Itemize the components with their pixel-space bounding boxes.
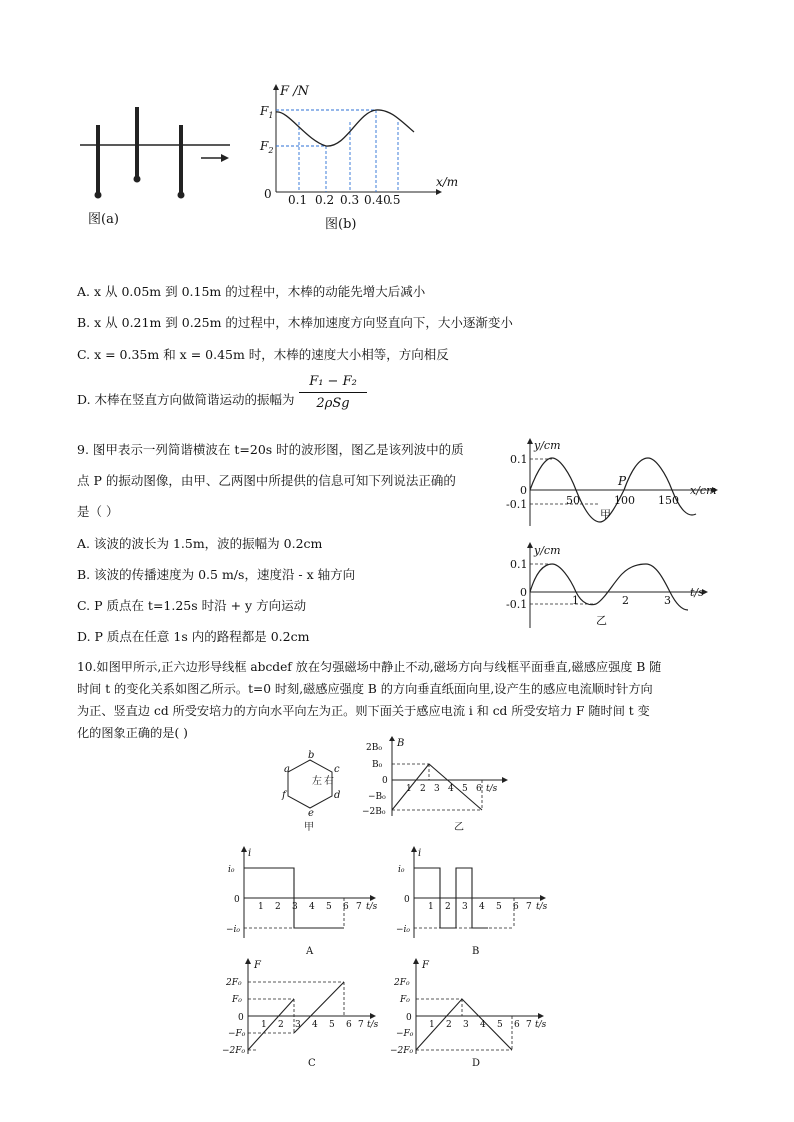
opt-a-xtick: 2 bbox=[275, 902, 281, 912]
opt-d-xtick: 4 bbox=[480, 1020, 486, 1030]
opt-c-label: C bbox=[308, 1058, 316, 1069]
q8-option-a: A. x 从 0.05m 到 0.15m 的过程中，木棒的动能先增大后减小 bbox=[77, 284, 426, 299]
opt-d-label: D bbox=[472, 1058, 481, 1069]
q8-d-fraction-bar bbox=[299, 392, 367, 393]
opt-b-xtick: 2 bbox=[445, 902, 451, 912]
opt-d-xtick: 5 bbox=[497, 1020, 503, 1030]
opt-b-ytick: i₀ bbox=[398, 865, 405, 875]
q10-yi-ytick: B₀ bbox=[372, 760, 383, 770]
opt-c-xtick: 2 bbox=[278, 1020, 284, 1030]
opt-b-xtick: 6 bbox=[513, 902, 519, 912]
figure-b-tick: 0.3 bbox=[340, 193, 360, 207]
opt-a-ytick: i₀ bbox=[228, 865, 235, 875]
hex-left: 左 bbox=[312, 776, 322, 787]
opt-a-xtick: 3 bbox=[292, 902, 298, 912]
opt-c-ytick: −2F₀ bbox=[222, 1046, 246, 1056]
q9-yi-y-neg: -0.1 bbox=[506, 598, 528, 611]
opt-a-xtick: 4 bbox=[309, 902, 315, 912]
q10-yi-xtick: 4 bbox=[448, 784, 454, 794]
opt-a-xtick: 7 bbox=[356, 902, 362, 912]
opt-a-y-label: i bbox=[248, 848, 252, 859]
hex-right: 右 bbox=[324, 776, 334, 787]
q10-figure-yi bbox=[362, 736, 512, 836]
q10-hexagon-figure bbox=[276, 748, 356, 838]
opt-a-x-label: t/s bbox=[366, 902, 378, 912]
opt-a-label: A bbox=[306, 946, 314, 957]
figure-b-y-label: F /N bbox=[280, 84, 309, 99]
q9-jia-caption: 甲 bbox=[600, 508, 611, 521]
opt-b-xtick: 7 bbox=[526, 902, 532, 912]
q10-yi-y-label: B bbox=[397, 738, 405, 749]
opt-c-xtick: 6 bbox=[346, 1020, 352, 1030]
q10-yi-x-label: t/s bbox=[486, 784, 498, 794]
opt-d-x-label: t/s bbox=[535, 1020, 547, 1030]
q8-option-c: C. x = 0.35m 和 x = 0.45m 时，木棒的速度大小相等，方向相反 bbox=[77, 347, 449, 362]
q10-yi-xtick: 2 bbox=[420, 784, 426, 794]
figure-b bbox=[258, 82, 478, 222]
q9-jia-x-label: x/cm bbox=[690, 484, 717, 497]
figure-b-tick: .5 bbox=[389, 193, 401, 207]
figure-b-tick: 0.2 bbox=[315, 193, 335, 207]
q9-option-a: A. 该波的波长为 1.5m，波的振幅为 0.2cm bbox=[77, 536, 323, 551]
q10-yi-ytick: −B₀ bbox=[368, 792, 386, 802]
q9-stem-2: 点 P 的振动图像，由甲、乙两图中所提供的信息可知下列说法正确的 bbox=[77, 473, 456, 488]
hex-label-b: b bbox=[308, 750, 315, 761]
q10-stem-4: 化的图象正确的是( ) bbox=[77, 726, 188, 740]
hex-label-e: e bbox=[308, 808, 314, 819]
opt-b-xtick: 1 bbox=[428, 902, 434, 912]
q9-yi-caption: 乙 bbox=[596, 614, 607, 627]
hex-label-a: a bbox=[284, 764, 290, 775]
opt-c-ytick: F₀ bbox=[232, 995, 242, 1005]
q9-jia-tick: 100 bbox=[614, 494, 635, 507]
q9-jia-tick: 150 bbox=[658, 494, 679, 507]
figure-b-F2: $F_2$ bbox=[260, 139, 274, 155]
q9-jia-tick: 50 bbox=[566, 494, 580, 507]
opt-d-ytick: −F₀ bbox=[396, 1029, 414, 1039]
opt-c-ytick: 0 bbox=[238, 1013, 244, 1023]
figure-b-caption: 图(b) bbox=[325, 217, 357, 232]
hex-label-c: c bbox=[334, 764, 340, 775]
opt-b-xtick: 5 bbox=[496, 902, 502, 912]
q9-jia-point-p: P bbox=[618, 474, 627, 488]
q9-yi-tick: 3 bbox=[664, 594, 671, 607]
opt-d-xtick: 7 bbox=[526, 1020, 532, 1030]
opt-b-xtick: 3 bbox=[462, 902, 468, 912]
opt-c-xtick: 5 bbox=[329, 1020, 335, 1030]
figure-b-origin: 0 bbox=[264, 187, 272, 201]
figure-b-tick: 0.40 bbox=[364, 193, 391, 207]
figure-b-tick: 0.1 bbox=[288, 193, 308, 207]
opt-d-ytick: 0 bbox=[406, 1013, 412, 1023]
q9-yi-origin: 0 bbox=[520, 586, 527, 599]
q10-option-d-graph bbox=[390, 958, 564, 1069]
opt-a-xtick: 6 bbox=[343, 902, 349, 912]
opt-d-ytick: −2F₀ bbox=[390, 1046, 414, 1056]
opt-c-xtick: 1 bbox=[261, 1020, 267, 1030]
opt-c-ytick: −F₀ bbox=[228, 1029, 246, 1039]
q10-option-b-graph bbox=[396, 846, 566, 956]
opt-b-xtick: 4 bbox=[479, 902, 485, 912]
q10-stem-1: 10.如图甲所示,正六边形导线框 abcdef 放在匀强磁场中静止不动,磁场方向与线框平面垂直,磁感应强度 B 随 bbox=[77, 660, 662, 674]
opt-c-x-label: t/s bbox=[367, 1020, 379, 1030]
opt-b-ytick: −i₀ bbox=[396, 925, 411, 935]
q10-option-a-graph bbox=[226, 846, 396, 956]
opt-d-xtick: 2 bbox=[446, 1020, 452, 1030]
q9-option-b: B. 该波的传播速度为 0.5 m/s，速度沿 - x 轴方向 bbox=[77, 567, 356, 582]
q9-figure-yi bbox=[500, 540, 730, 630]
opt-d-xtick: 6 bbox=[514, 1020, 520, 1030]
hex-label-d: d bbox=[334, 790, 341, 801]
q9-option-d: D. P 质点在任意 1s 内的路程都是 0.2cm bbox=[77, 629, 310, 644]
q10-stem-2: 时间 t 的变化关系如图乙所示。t=0 时刻,磁感应强度 B 的方向垂直纸面向里,设产生的感应电流顺时针方向 bbox=[77, 682, 653, 696]
figure-b-x-label: x/m bbox=[436, 175, 459, 189]
opt-c-ytick: 2F₀ bbox=[226, 978, 242, 988]
q8-d-numerator: F₁ − F₂ bbox=[309, 374, 357, 389]
q10-yi-ytick: 2B₀ bbox=[366, 743, 382, 753]
opt-d-ytick: F₀ bbox=[400, 995, 410, 1005]
opt-b-ytick: 0 bbox=[404, 895, 410, 905]
q9-yi-y-pos: 0.1 bbox=[510, 558, 528, 571]
opt-a-xtick: 5 bbox=[326, 902, 332, 912]
opt-d-xtick: 3 bbox=[463, 1020, 469, 1030]
q10-stem-3: 为正、竖直边 cd 所受安培力的方向水平向左为正。则下面关于感应电流 i 和 cd 所受安培力 F 随时间 t 变 bbox=[77, 704, 650, 718]
opt-a-ytick: 0 bbox=[234, 895, 240, 905]
q10-yi-xtick: 6 bbox=[476, 784, 482, 794]
q9-jia-y-label: y/cm bbox=[534, 439, 561, 452]
hex-label-f: f bbox=[282, 790, 286, 801]
q8-d-denominator: 2ρSg bbox=[316, 396, 350, 411]
q9-stem-3: 是（ ） bbox=[77, 504, 119, 519]
q8-option-d: D. 木棒在竖直方向做简谐运动的振幅为 bbox=[77, 392, 295, 407]
q9-yi-x-label: t/s bbox=[690, 586, 704, 599]
figure-b-F1: $F_1$ bbox=[260, 104, 274, 120]
q8-option-b: B. x 从 0.21m 到 0.25m 的过程中，木棒加速度方向竖直向下，大小逐渐变小 bbox=[77, 315, 513, 330]
opt-c-xtick: 3 bbox=[295, 1020, 301, 1030]
q10-yi-xtick: 1 bbox=[406, 784, 412, 794]
hex-caption: 甲 bbox=[304, 822, 314, 833]
opt-a-ytick: −i₀ bbox=[226, 925, 241, 935]
opt-c-y-label: F bbox=[254, 960, 261, 971]
q9-figure-jia bbox=[500, 438, 730, 528]
opt-d-ytick: 2F₀ bbox=[394, 978, 410, 988]
q9-jia-y-pos: 0.1 bbox=[510, 453, 528, 466]
opt-c-xtick: 4 bbox=[312, 1020, 318, 1030]
opt-b-y-label: i bbox=[418, 848, 422, 859]
q10-yi-ytick: 0 bbox=[382, 776, 388, 786]
q9-yi-tick: 2 bbox=[622, 594, 629, 607]
opt-d-y-label: F bbox=[422, 960, 429, 971]
opt-b-label: B bbox=[472, 946, 480, 957]
opt-b-x-label: t/s bbox=[536, 902, 548, 912]
q10-yi-caption: 乙 bbox=[454, 822, 464, 833]
q10-yi-ytick: −2B₀ bbox=[362, 807, 386, 817]
q10-yi-xtick: 5 bbox=[462, 784, 468, 794]
opt-c-xtick: 7 bbox=[358, 1020, 364, 1030]
q9-yi-y-label: y/cm bbox=[534, 544, 561, 557]
opt-d-xtick: 1 bbox=[429, 1020, 435, 1030]
figure-a-caption: 图(a) bbox=[88, 212, 119, 227]
q10-option-c-graph bbox=[222, 958, 396, 1069]
opt-a-xtick: 1 bbox=[258, 902, 264, 912]
q9-jia-origin: 0 bbox=[520, 484, 527, 497]
q9-jia-y-neg: -0.1 bbox=[506, 498, 528, 511]
q9-stem-1: 9. 图甲表示一列简谐横波在 t=20s 时的波形图，图乙是该列波中的质 bbox=[77, 442, 464, 457]
q10-yi-xtick: 3 bbox=[434, 784, 440, 794]
q9-option-c: C. P 质点在 t=1.25s 时沿 + y 方向运动 bbox=[77, 598, 307, 613]
q9-yi-tick: 1 bbox=[572, 594, 579, 607]
